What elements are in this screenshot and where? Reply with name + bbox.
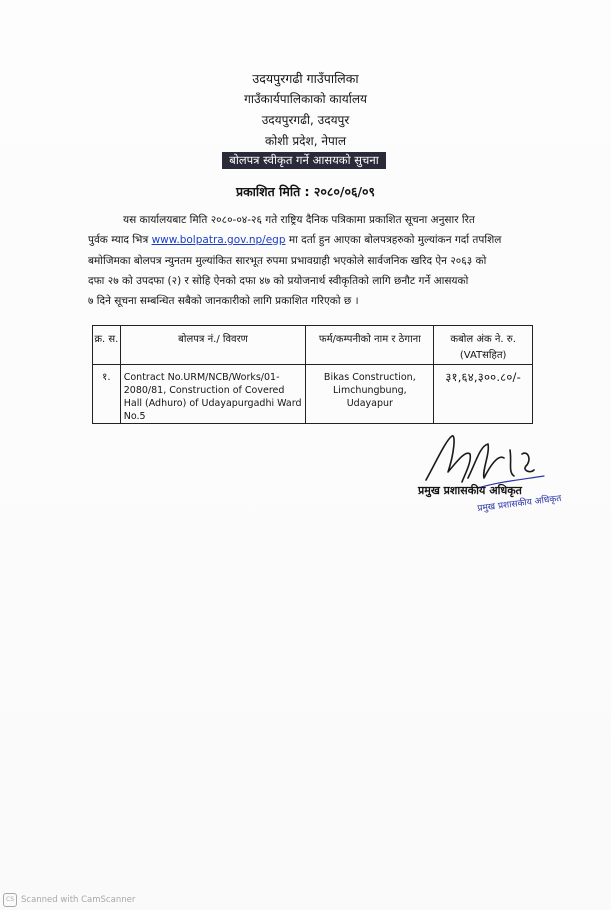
table-row — [93, 365, 533, 424]
office-address: उदयपुरगढी, उदयपुर — [261, 113, 350, 127]
province-country: कोशी प्रदेश, नेपाल — [264, 134, 347, 148]
scanner-watermark — [0, 893, 135, 907]
cell-amount: ३१,६४,३००.८०/- — [434, 365, 533, 424]
notice-paragraph-line: बमोजिमका बोलपत्र न्युनतम मुल्यांकित सारभूत रुपमा प्रभावग्राही भएकोले सार्वजनिक खरिद ऐन २०६३ को — [88, 255, 487, 267]
municipality-name: उदयपुरगढी गाउँपालिका — [252, 71, 359, 86]
paragraph-text: पुर्वक म्याद भित्र — [88, 234, 152, 246]
table-header-row — [93, 326, 533, 365]
column-header-sn: क्र. स. — [93, 326, 121, 365]
official-stamp: प्रमुख प्रशासकीय अधिकृत — [476, 493, 562, 515]
column-header-description: बोलपत्र नं./ विवरण — [120, 326, 306, 365]
cell-description: Contract No.URM/NCB/Works/01-2080/81, Construction of Covered Hall (Adhuro) of Udayapurgadhi Ward No.5 — [120, 365, 306, 424]
notice-paragraph-line — [88, 233, 528, 248]
column-header-firm: फर्म/कम्पनीको नाम र ठेगाना — [306, 326, 434, 365]
cell-firm: Bikas Construction, Limchungbung, Udayapur — [306, 365, 434, 424]
office-name: गाउँकार्यपालिकाको कार्यालय — [244, 92, 367, 106]
notice-paragraph-line: दफा २७ को उपदफा (२) र सोहि ऐनको दफा ४७ को प्रयोजनार्थ स्वीकृतिको लागि छनौट गर्ने आसयको — [88, 275, 469, 287]
bid-table — [92, 325, 533, 424]
paragraph-text: मा दर्ता हुन आएका बोलपत्रहरुको मुल्यांकन गर्दा तपशिल — [285, 234, 502, 246]
camscanner-icon: CS — [3, 893, 17, 907]
notice-title-banner: बोलपत्र स्वीकृत गर्ने आसयको सुचना — [222, 152, 386, 169]
egp-portal-link[interactable]: www.bolpatra.gov.np/egp — [151, 234, 286, 246]
column-header-amount: कबोल अंक ने. रु.(VATसहित) — [434, 326, 533, 365]
scanner-watermark-text: Scanned with CamScanner — [21, 895, 136, 905]
notice-paragraph-line: ७ दिने सूचना सम्बन्धित सबैको जानकारीको लागि प्रकाशित गरिएको छ । — [88, 295, 359, 307]
published-date: प्रकाशित मिति : २०८०/०६/०९ — [235, 184, 376, 199]
notice-paragraph-line: यस कार्यालयबाट मिति २०८०-०४-२६ गते राष्ट्रिय दैनिक पत्रिकामा प्रकाशित सूचना अनुसार रित — [123, 214, 475, 226]
cell-sn: १. — [93, 365, 121, 424]
signatory-title: प्रमुख प्रशासकीय अधिकृत — [418, 484, 522, 497]
